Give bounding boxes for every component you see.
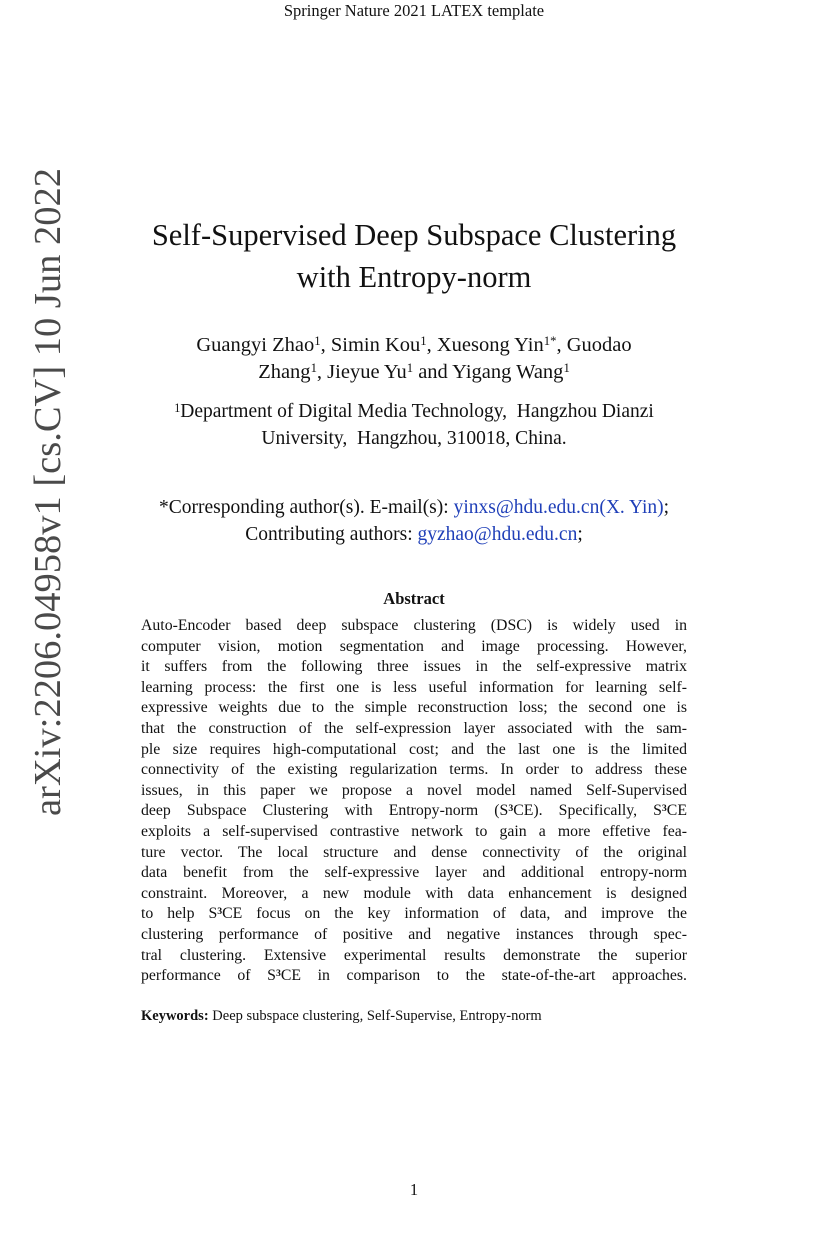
affiliation-line-2: University, Hangzhou, 310018, China.: [261, 428, 567, 449]
corresponding-email-link[interactable]: yinxs@hdu.edu.cn(X. Yin): [453, 497, 664, 518]
page-number: 1: [409, 1180, 419, 1199]
abstract-line: learning process: the first one is less useful information for learning self-: [141, 678, 687, 696]
abstract-line: ture vector. The local structure and dense connectivity of the original: [141, 843, 687, 861]
author-line-1: [0, 332, 828, 359]
author-affiliation-mark: 1: [310, 361, 317, 376]
author-affiliation-mark: 1: [563, 361, 570, 376]
title-line-1: Self-Supervised Deep Subspace Clustering: [151, 218, 677, 252]
contributing-email-link[interactable]: gyzhao@hdu.edu.cn: [417, 524, 578, 545]
author-name-part: Zhang: [258, 361, 311, 383]
author-line-2: [0, 359, 828, 386]
author-affiliation-mark: 1: [314, 334, 321, 349]
author-separator: ,: [316, 361, 328, 383]
author-affiliation-mark: 1: [420, 334, 427, 349]
keywords-label: Keywords:: [141, 1008, 209, 1024]
abstract-line: expressive weights due to the simple reconstruction loss; the second one is: [141, 699, 687, 717]
abstract-line: ple size requires high-computational cost; and the last one is the limited: [141, 740, 687, 758]
abstract-heading: Abstract: [383, 589, 445, 608]
abstract-body: [141, 616, 687, 987]
page-header: Springer Nature 2021 LATEX template: [283, 1, 545, 20]
abstract-line: Auto-Encoder based deep subspace clustering (DSC) is widely used in: [141, 617, 687, 634]
author-name-part: Guodao: [566, 334, 632, 356]
arxiv-identifier[interactable]: arXiv:2206.04958v1 [cs.CV] 10 Jun 2022: [27, 167, 69, 817]
contributing-label: Contributing authors:: [245, 524, 418, 545]
author-name: Simin Kou: [330, 334, 421, 356]
author-separator: ,: [320, 334, 331, 356]
author-name: Xuesong Yin: [436, 334, 544, 356]
abstract-line: it suffers from the following three issues in the self-expressive matrix: [141, 658, 687, 676]
keywords: [141, 1006, 687, 1026]
abstract-line: issues, in this paper we propose a novel model named Self-Supervised: [141, 781, 687, 799]
abstract-line: clustering performance of positive and negative instances through spec-: [141, 925, 687, 943]
affiliation: [0, 398, 828, 452]
author-affiliation-mark: 1*: [543, 334, 557, 349]
author-list: [0, 332, 828, 386]
abstract-line: performance of $S^3CE$ in comparison to the state-of-the-art approaches.: [141, 967, 687, 985]
corresponding-label: *Corresponding author(s). E-mail(s):: [158, 497, 454, 518]
punctuation: ;: [663, 497, 670, 518]
correspondence-block: [0, 494, 828, 548]
abstract-line: tral clustering. Extensive experimental results demonstrate the superior: [141, 946, 687, 964]
abstract-line: exploits a self-supervised contrastive network to gain a more effetive fea-: [141, 822, 687, 840]
paper-title: [0, 214, 828, 298]
abstract-line: that the construction of the self-expression layer associated with the sam-: [141, 719, 687, 737]
author-name: Jieyue Yu: [327, 361, 407, 383]
author-separator: ,: [556, 334, 567, 356]
author-separator: ,: [426, 334, 437, 356]
keywords-text: Deep subspace clustering, Self-Supervise, Entropy-norm: [208, 1008, 542, 1024]
affiliation-line-1: [0, 398, 828, 425]
abstract-line: data benefit from the self-expressive layer and additional entropy-norm: [141, 864, 687, 882]
author-affiliation-mark: 1: [406, 361, 414, 376]
affiliation-mark: 1: [174, 400, 181, 415]
abstract-line: computer vision, motion segmentation and image processing. However,: [141, 637, 687, 655]
author-name: Guangyi Zhao: [196, 334, 315, 356]
contributing-authors-line: [0, 521, 828, 548]
affiliation-text: Department of Digital Media Technology, Hangzhou Dianzi: [180, 401, 654, 422]
abstract-line: to help $S^3CE$ focus on the key information of data, and improve the: [141, 905, 687, 923]
author-separator: and: [413, 361, 453, 383]
abstract-line: deep Subspace Clustering with Entropy-norm $(S^3CE)$. Specifically, $S^3CE$: [141, 802, 687, 820]
abstract-line: constraint. Moreover, a new module with data enhancement is designed: [141, 884, 687, 902]
punctuation: ;: [577, 524, 583, 545]
corresponding-author-line: [0, 494, 828, 521]
author-name: Yigang Wang: [452, 361, 564, 383]
title-line-2: with Entropy-norm: [296, 260, 532, 294]
abstract-line: connectivity of the existing regularization terms. In order to address these: [141, 761, 687, 779]
